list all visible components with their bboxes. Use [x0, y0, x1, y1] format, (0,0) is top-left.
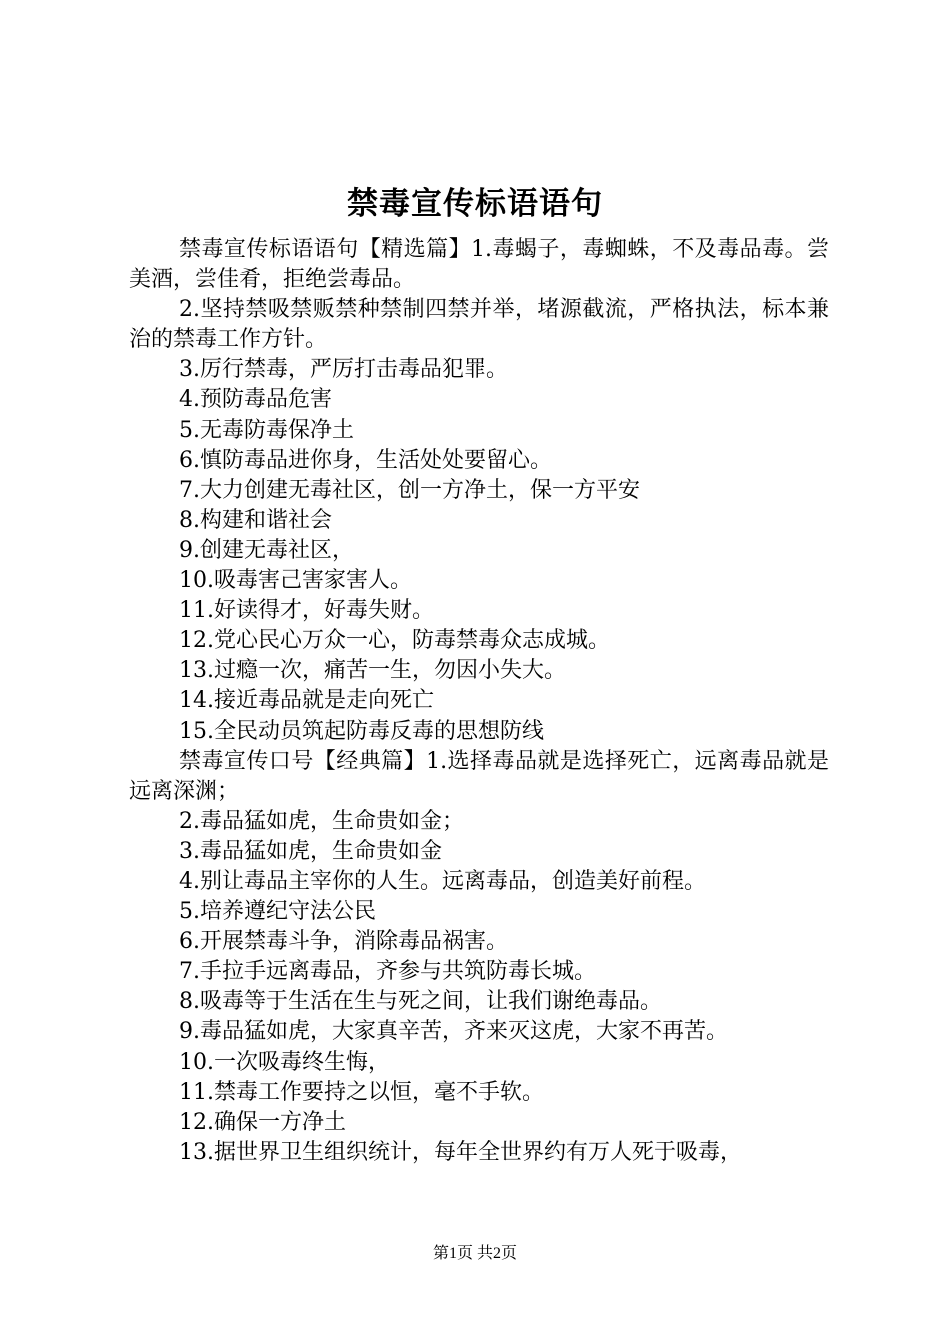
paragraph: 11.禁毒工作要持之以恒，毫不手软。 — [179, 1079, 544, 1105]
paragraph: 3.毒品猛如虎，生命贵如金 — [179, 838, 442, 864]
paragraph: 11.好读得才，好毒失财。 — [179, 598, 434, 624]
paragraph: 10.吸毒害己害家害人。 — [179, 568, 412, 594]
paragraph: 14.接近毒品就是走向死亡 — [179, 688, 434, 714]
paragraph: 2.毒品猛如虎，生命贵如金； — [179, 808, 464, 834]
paragraph: 12.党心民心万众一心，防毒禁毒众志成城。 — [179, 628, 610, 654]
paragraph: 9.毒品猛如虎，大家真辛苦，齐来灭这虎，大家不再苦。 — [179, 1019, 728, 1045]
paragraph: 15.全民动员筑起防毒反毒的思想防线 — [179, 718, 544, 744]
paragraph: 12.确保一方净土 — [179, 1109, 346, 1135]
document-body — [129, 235, 829, 1168]
paragraph: 8.构建和谐社会 — [179, 507, 332, 533]
paragraph: 5.培养遵纪守法公民 — [179, 899, 376, 925]
paragraph: 10.一次吸毒终生悔， — [179, 1049, 390, 1075]
document-title: 禁毒宣传标语语句 — [347, 186, 603, 222]
paragraph: 7.手拉手远离毒品，齐参与共筑防毒长城。 — [179, 959, 596, 985]
paragraph: 3.厉行禁毒，严厉打击毒品犯罪。 — [179, 357, 508, 383]
paragraph: 9.创建无毒社区， — [179, 537, 354, 563]
paragraph: 禁毒宣传标语语句【精选篇】1.毒蝎子，毒蜘蛛，不及毒品毒。尝美酒，尝佳肴，拒绝尝毒品。 — [129, 237, 829, 293]
paragraph: 13.据世界卫生组织统计，每年全世界约有万人死于吸毒， — [179, 1139, 742, 1165]
paragraph: 8.吸毒等于生活在生与死之间，让我们谢绝毒品。 — [179, 989, 662, 1015]
paragraph: 7.大力创建无毒社区，创一方净土，保一方平安 — [179, 477, 640, 503]
paragraph: 5.无毒防毒保净土 — [179, 417, 354, 443]
page-number-footer: 第1页 共2页 — [432, 1245, 517, 1262]
paragraph: 2.坚持禁吸禁贩禁种禁制四禁并举，堵源截流，严格执法，标本兼治的禁毒工作方针。 — [129, 297, 829, 353]
paragraph: 4.预防毒品危害 — [179, 387, 332, 413]
paragraph: 13.过瘾一次，痛苦一生，勿因小失大。 — [179, 658, 566, 684]
paragraph: 6.慎防毒品进你身，生活处处要留心。 — [179, 447, 552, 473]
paragraph: 禁毒宣传口号【经典篇】1.选择毒品就是选择死亡，远离毒品就是远离深渊； — [129, 748, 829, 804]
paragraph: 6.开展禁毒斗争，消除毒品祸害。 — [179, 929, 508, 955]
paragraph: 4.别让毒品主宰你的人生。远离毒品，创造美好前程。 — [179, 868, 706, 894]
